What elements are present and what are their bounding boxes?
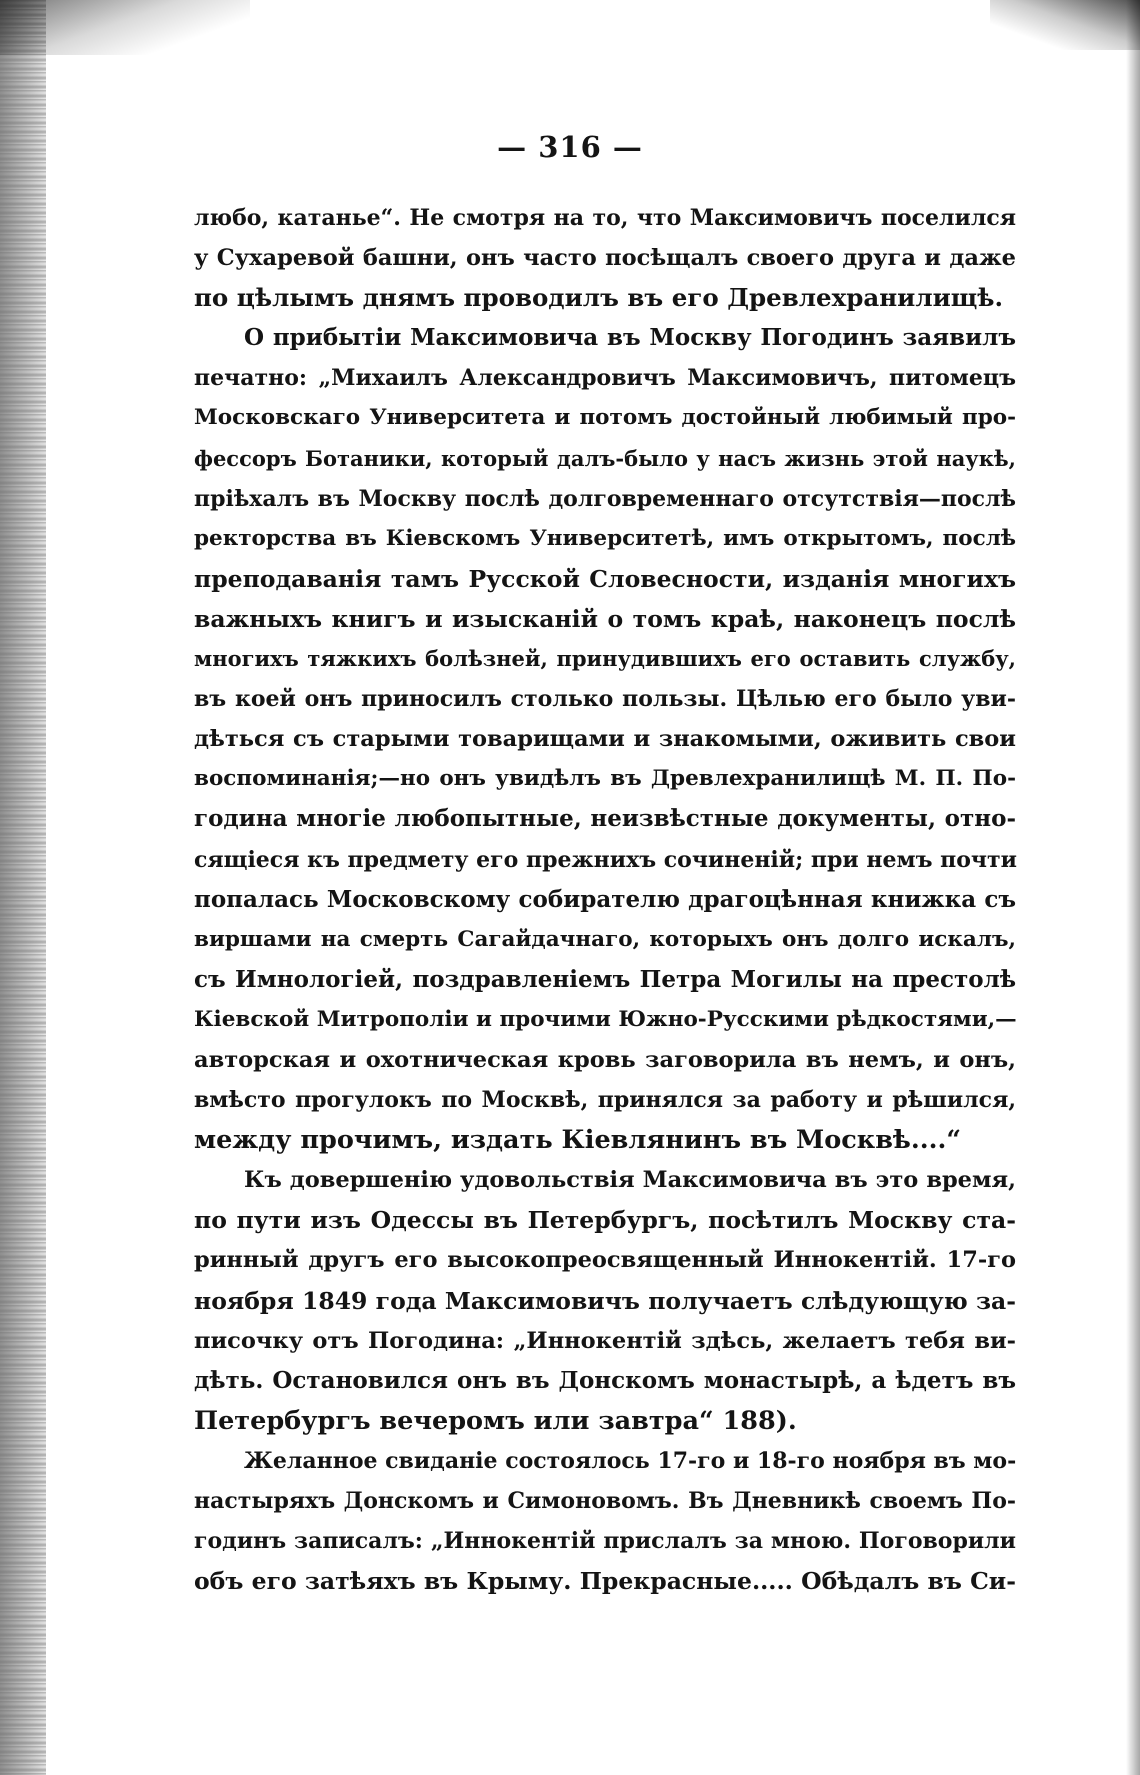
text-line: по пути изъ Одессы въ Петербургъ, посѣтилъ Москву ста- — [194, 1206, 1016, 1235]
text-line: вмѣсто прогулокъ по Москвѣ, принялся за работу и рѣшился, — [194, 1087, 1016, 1114]
text-line: многихъ тяжкихъ болѣзней, принудившихъ его оставить службу, — [194, 646, 1016, 672]
text-line: авторская и охотническая кровь заговорила въ немъ, и онъ, — [194, 1046, 1016, 1073]
scan-shadow-right — [1126, 0, 1140, 1775]
page-number: — 316 — — [497, 130, 643, 164]
text-line: Петербургъ вечеромъ или завтра“ 188). — [194, 1405, 797, 1436]
text-line: О прибытіи Максимовича въ Москву Погодинъ заявилъ — [244, 324, 1016, 352]
text-line: настыряхъ Донскомъ и Симоновомъ. Въ Дневникѣ своемъ По- — [194, 1488, 1016, 1514]
text-line: Къ довершенію удовольствія Максимовича въ это время, — [244, 1167, 1016, 1194]
text-line: дѣться съ старыми товарищами и знакомыми, оживить свои — [194, 726, 1016, 753]
body-text — [194, 198, 1016, 1601]
scan-shadow-top-right — [990, 0, 1140, 50]
text-line: ноября 1849 года Максимовичъ получаетъ слѣдующую за- — [194, 1286, 1016, 1315]
text-line: ректорства въ Кіевскомъ Университетѣ, имъ открытомъ, послѣ — [194, 525, 1016, 551]
text-line: пріѣхалъ въ Москву послѣ долговременнаго отсутствія—послѣ — [194, 485, 1016, 512]
text-line: ринный другъ его высокопреосвященный Иннокентій. 17-го — [194, 1247, 1016, 1274]
text-line: Кіевской Митрополіи и прочими Южно-Русскими рѣдкостями,— — [194, 1006, 1017, 1032]
text-line: въ коей онъ приносилъ столько пользы. Цѣлью его было уви- — [194, 686, 1016, 713]
text-line: по цѣлымъ днямъ проводилъ въ его Древлехранилищѣ. — [194, 283, 1004, 313]
text-line: дѣть. Остановился онъ въ Донскомъ монастырѣ, а ѣдетъ въ — [194, 1366, 1016, 1394]
text-line: печатно: „Михаилъ Александровичъ Максимовичъ, питомецъ — [194, 365, 1016, 392]
text-line: важныхъ книгъ и изысканій о томъ краѣ, наконецъ послѣ — [194, 604, 1016, 633]
text-line: фессоръ Ботаники, который далъ-было у насъ жизнь этой наукѣ, — [194, 445, 1016, 471]
text-line: у Сухаревой башни, онъ часто посѣщалъ своего друга и даже — [194, 245, 1016, 272]
text-line: Московскаго Университета и потомъ достойный любимый про- — [194, 405, 1016, 431]
text-line: съ Имнологіей, поздравленіемъ Петра Могилы на престолѣ — [194, 965, 1016, 993]
text-line: виршами на смерть Сагайдачнаго, которыхъ онъ долго искалъ, — [194, 926, 1016, 952]
text-line: година многіе любопытные, неизвѣстные документы, отно- — [194, 805, 1016, 833]
text-line: писочку отъ Погодина: „Иннокентій здѣсь, желаетъ тебя ви- — [194, 1327, 1016, 1354]
scan-shadow-top-left — [0, 0, 250, 55]
text-line: между прочимъ, издать Кіевлянинъ въ Москвѣ....“ — [194, 1125, 962, 1156]
text-line: преподаванія тамъ Русской Словесности, изданія многихъ — [194, 564, 1016, 593]
text-line: Желанное свиданіе состоялось 17-го и 18-го ноября въ мо- — [244, 1447, 1017, 1474]
text-line: попалась Московскому собирателю драгоцѣнная книжка съ — [194, 885, 1016, 913]
text-line: объ его затѣяхъ въ Крыму. Прекрасные..... Обѣдалъ въ Си- — [194, 1567, 1016, 1596]
text-line: годинъ записалъ: „Иннокентій прислалъ за мною. Поговорили — [194, 1528, 1016, 1555]
text-line: воспоминанія;—но онъ увидѣлъ въ Древлехранилищѣ М. П. По- — [194, 766, 1016, 792]
text-line: сящіеся къ предмету его прежнихъ сочиненій; при немъ почти — [194, 846, 1017, 873]
binding-shadow-left — [0, 0, 46, 1775]
text-line: любо, катанье“. Не смотря на то, что Максимовичъ поселился — [194, 205, 1016, 231]
